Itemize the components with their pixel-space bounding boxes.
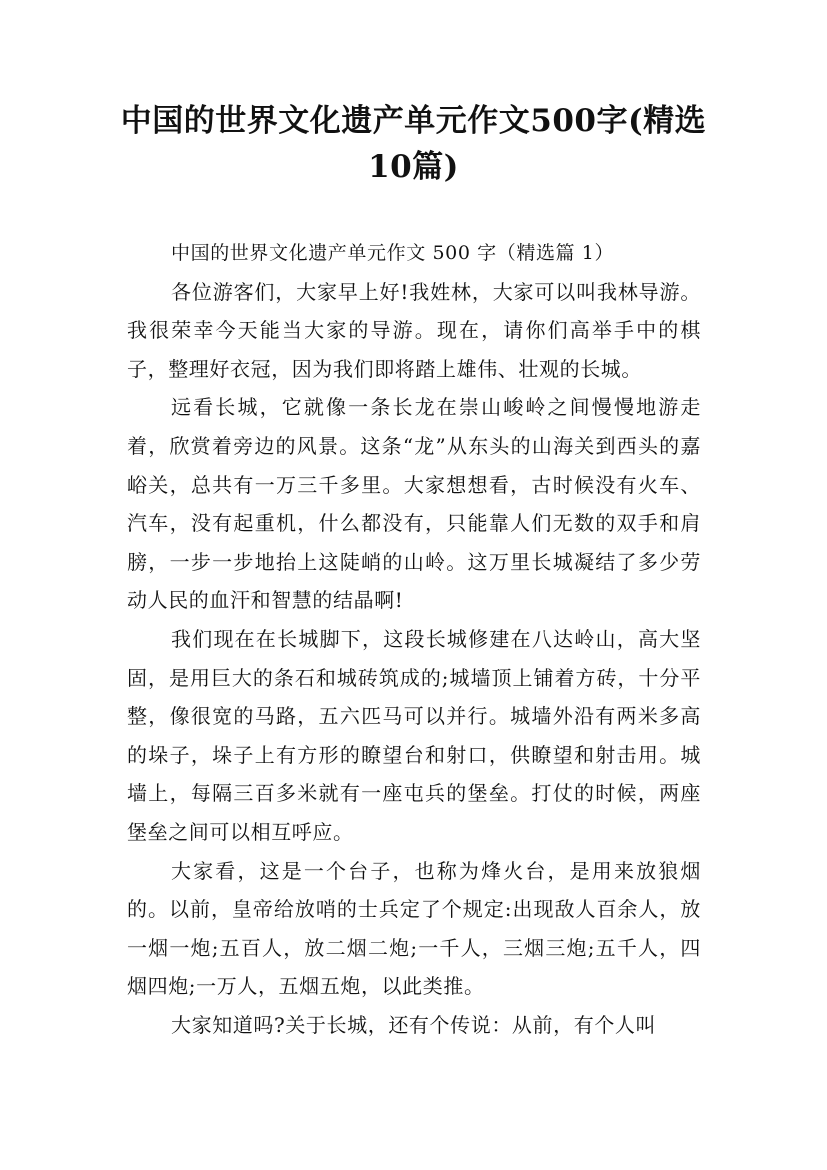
paragraph: 各位游客们，大家早上好!我姓林，大家可以叫我林导游。我很荣幸今天能当大家的导游。现在，请你们高举手中的棋子，整理好衣冠，因为我们即将踏上雄伟、壮观的长城。 bbox=[127, 279, 701, 381]
paragraph: 大家知道吗?关于长城，还有个传说：从前，有个人叫 bbox=[171, 1012, 657, 1037]
section-subtitle: 中国的世界文化遗产单元作文 500 字（精选篇 1） bbox=[171, 242, 615, 264]
document-title: 中国的世界文化遗产单元作文500字(精选10篇) bbox=[120, 103, 707, 185]
paragraph: 大家看，这是一个台子，也称为烽火台，是用来放狼烟的。以前，皇帝给放哨的士兵定了个规定:出现敌人百余人，放一烟一炮;五百人，放二烟二炮;一千人，三烟三炮;五千人，四烟四炮;一万人，五烟五炮，以此类推。 bbox=[127, 858, 701, 999]
paragraph: 我们现在在长城脚下，这段长城修建在八达岭山，高大坚固，是用巨大的条石和城砖筑成的;城墙顶上铺着方砖，十分平整，像很宽的马路，五六匹马可以并行。城墙外沿有两米多高的垛子，垛子上有方形的瞭望台和射口，供瞭望和射击用。城墙上，每隔三百多米就有一座屯兵的堡垒。打仗的时候，两座堡垒之间可以相互呼应。 bbox=[127, 626, 701, 844]
document-body bbox=[127, 234, 701, 1044]
paragraph: 远看长城，它就像一条长龙在崇山峻岭之间慢慢地游走着，欣赏着旁边的风景。这条“龙”从东头的山海关到西头的嘉峪关，总共有一万三千多里。大家想想看，古时候没有火车、汽车，没有起重机，什么都没有，只能靠人们无数的双手和肩膀，一步一步地抬上这陡峭的山岭。这万里长城凝结了多少劳动人民的血汗和智慧的结晶啊! bbox=[127, 395, 701, 613]
